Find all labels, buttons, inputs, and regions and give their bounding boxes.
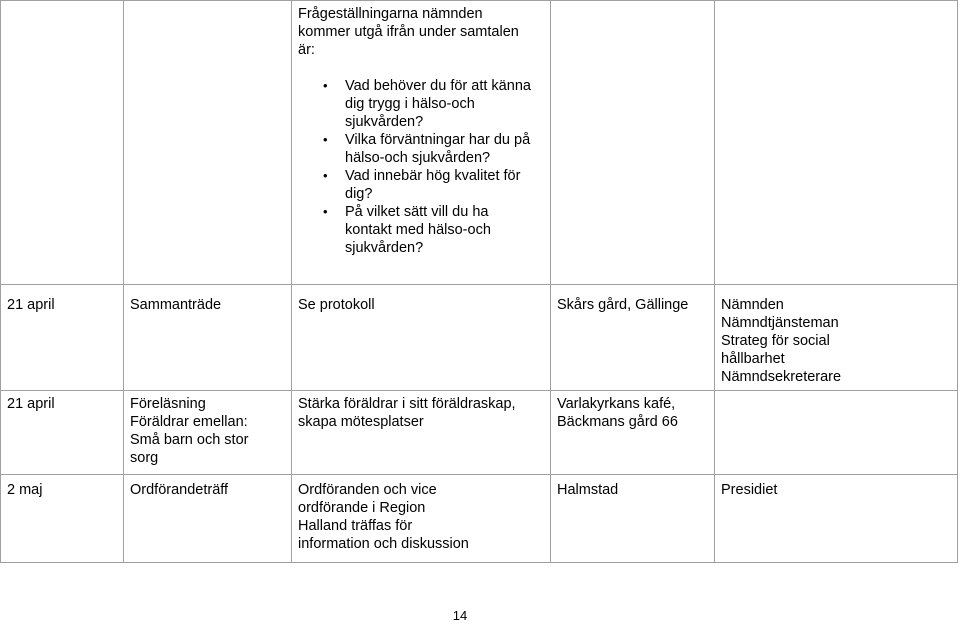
location-cell bbox=[551, 391, 714, 435]
table-cell bbox=[551, 391, 715, 475]
table-cell bbox=[1, 391, 124, 475]
type-cell bbox=[124, 391, 291, 471]
content-line: information och diskussion bbox=[298, 536, 469, 552]
table-cell bbox=[292, 475, 551, 563]
content-cell bbox=[292, 391, 550, 435]
table-cell bbox=[551, 475, 715, 563]
table-cell bbox=[715, 285, 958, 391]
table-row bbox=[1, 285, 958, 391]
table-cell bbox=[715, 1, 958, 285]
participant: Nämndtjänsteman bbox=[721, 315, 839, 331]
location-line: Bäckmans gård 66 bbox=[557, 414, 678, 430]
content-line: ordförande i Region bbox=[298, 500, 426, 516]
table-cell bbox=[292, 1, 551, 285]
location-cell: Skårs gård, Gällinge bbox=[557, 297, 689, 313]
content-line: Stärka föräldrar i sitt föräldraskap, bbox=[298, 396, 516, 412]
type-line: sorg bbox=[130, 450, 159, 466]
table-cell bbox=[715, 475, 958, 563]
table-cell bbox=[551, 285, 715, 391]
participants-cell: Presidiet bbox=[721, 482, 778, 498]
location-line: Varlakyrkans kafé, bbox=[557, 396, 676, 412]
participant: Nämndsekreterare bbox=[721, 369, 842, 385]
content-cell: Se protokoll bbox=[298, 297, 375, 313]
table-row bbox=[1, 1, 958, 285]
type-cell: Sammanträde bbox=[130, 297, 222, 313]
participant: hållbarhet bbox=[721, 351, 785, 367]
type-line: Små barn och stor bbox=[130, 432, 249, 448]
date-cell: 21 april bbox=[7, 396, 55, 412]
type-line: Föräldrar emellan: bbox=[130, 414, 248, 430]
table-cell bbox=[292, 285, 551, 391]
date-cell: 21 april bbox=[7, 297, 55, 313]
list-item: • På vilket sätt vill du ha kontakt med hälso-och sjukvården? bbox=[298, 203, 536, 257]
table-cell bbox=[551, 1, 715, 285]
participant: Strateg för social bbox=[721, 333, 830, 349]
participants-cell bbox=[715, 285, 957, 390]
table-cell bbox=[124, 391, 292, 475]
intro-text: Frågeställningarna nämnden kommer utgå ifrån under samtalen är: bbox=[298, 6, 519, 58]
location-cell: Halmstad bbox=[557, 482, 619, 498]
content-cell bbox=[292, 475, 550, 557]
list-item: • Vad behöver du för att känna dig trygg i hälso-och sjukvården? bbox=[298, 77, 536, 131]
type-cell: Ordförandeträff bbox=[130, 482, 229, 498]
list-item: • Vilka förväntningar har du på hälso-och sjukvården? bbox=[298, 131, 536, 167]
table-cell bbox=[124, 285, 292, 391]
type-line: Föreläsning bbox=[130, 396, 206, 412]
page-number: 14 bbox=[452, 608, 468, 623]
content-line: Halland träffas för bbox=[298, 518, 413, 534]
list-item: • Vad innebär hög kvalitet för dig? bbox=[298, 167, 536, 203]
table-cell bbox=[124, 475, 292, 563]
participant: Nämnden bbox=[721, 297, 784, 313]
table-cell bbox=[1, 1, 124, 285]
table-row bbox=[1, 475, 958, 563]
table-cell bbox=[715, 391, 958, 475]
table-cell bbox=[1, 475, 124, 563]
table-cell bbox=[1, 285, 124, 391]
content-line: Ordföranden och vice bbox=[298, 482, 437, 498]
content-line: skapa mötesplatser bbox=[298, 414, 424, 430]
date-cell: 2 maj bbox=[7, 482, 43, 498]
table-cell bbox=[124, 1, 292, 285]
table-cell bbox=[292, 391, 551, 475]
table-row bbox=[1, 391, 958, 475]
question-list bbox=[298, 77, 536, 257]
